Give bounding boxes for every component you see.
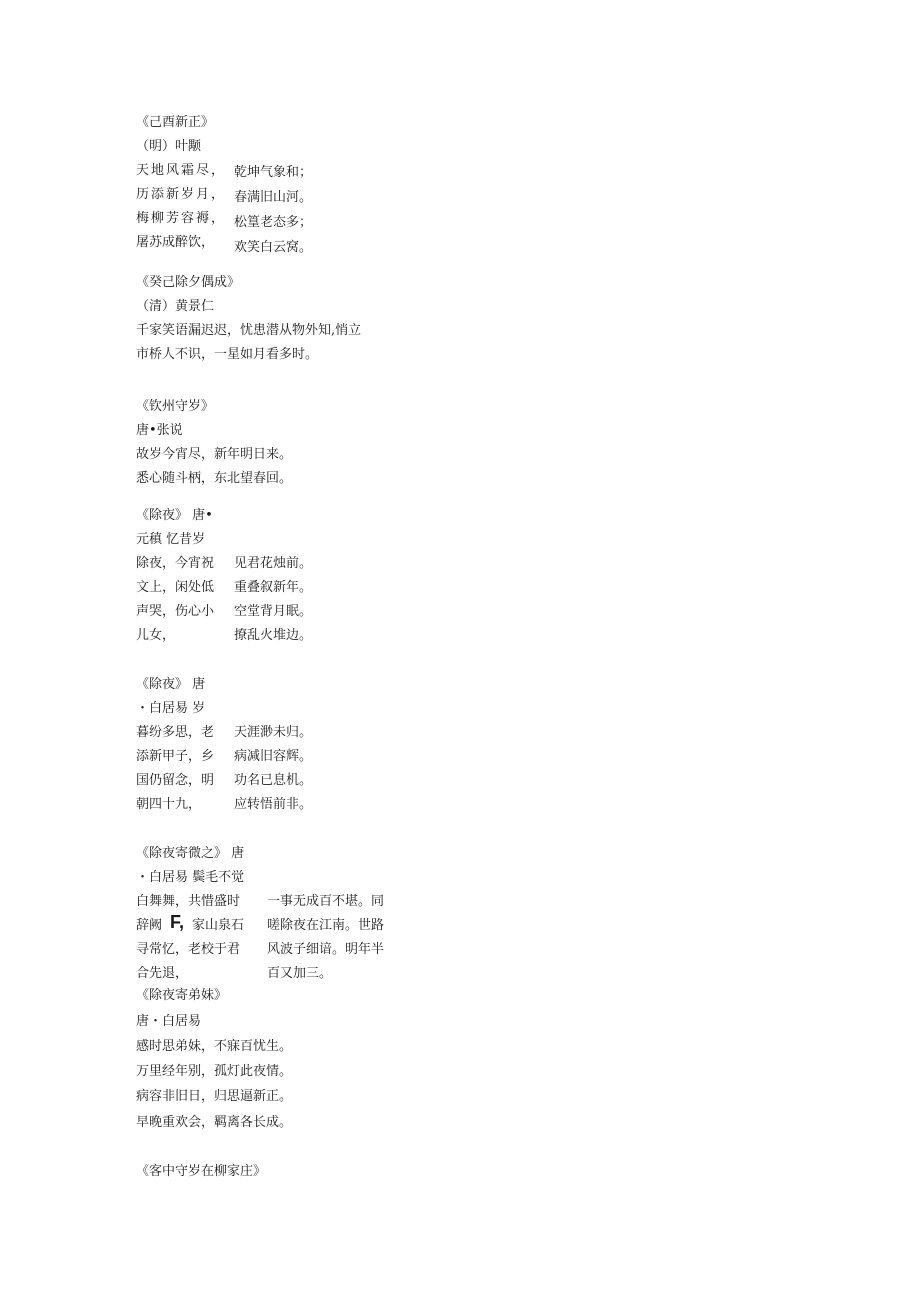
poem-author: 唐・白居易 [136,1014,202,1029]
poem-line: 白舞舞，共惜盛时 [136,894,241,909]
poem-line: 病减旧容辉。 [234,749,313,764]
poem-line: 应转悟前非。 [234,797,313,812]
poem-title: 《钦州守岁》 [136,399,215,414]
poem-line: 百又加三。 [267,966,333,981]
poem-line: 故岁今宵尽，新年明日来。 [136,447,293,462]
poem-author: （明）叶颙 [136,139,202,154]
poem-line: 嗟除夜在江南。世路 [267,918,385,933]
poem-title: 《客中守岁在柳家庄》 [136,1164,267,1179]
poem-line: 千家笑语漏迟迟，忧患潜从物外知,悄立 [136,323,362,338]
poem-line: 合先退， [136,966,189,981]
poem-line: 空堂背月眠。 [234,604,313,619]
poem-line: 感时思弟妹，不寐百忧生。 [136,1039,293,1054]
poem-author: 唐•张说 [136,423,183,438]
poem-line: 屠苏成醉饮， [136,235,215,250]
poem-line: 暮纷多思，老 [136,725,215,740]
poem-line: 市桥人不识，一星如月看多时。 [136,347,319,362]
poem-line: 松篁老态多； [234,215,313,230]
poem-title: 《癸己除夕偶成》 [136,275,241,290]
poem-line: 悉心随斗柄，东北望春回。 [136,471,293,486]
poem-title: 《除夜寄弟妹》 [136,988,228,1003]
poem-line: 万里经年别，孤灯此夜情。 [136,1064,293,1079]
poem-author: 元稹 忆昔岁 [136,532,206,547]
poem-line: 家山泉石 [192,918,245,933]
poem-line: 春满旧山河。 [234,190,313,205]
poem-line: 一事无成百不堪。同 [267,894,385,909]
poem-line: 辞阙 [136,918,163,933]
poem-line: 风波子细谙。明年半 [267,942,385,957]
poem-line: 儿女， [136,628,176,643]
poem-line: 文上，闲处低 [136,580,215,595]
poem-line: 声哭，伤心小 [136,604,215,619]
poem-title: 《除夜》 唐• [136,508,213,523]
poem-line: 早晚重欢会，羁离各长成。 [136,1115,293,1130]
poem-line: 寻常忆，老校于君 [136,942,241,957]
poem-line: 除夜，今宵祝 [136,556,215,571]
poem-line: 历添新岁月， [136,187,227,202]
poem-title: 《除夜》 唐 [136,677,206,692]
poem-line-mark: F, [170,912,185,932]
poem-title: 《除夜寄微之》 唐 [136,846,245,861]
poem-line: 病容非旧日，归思逼新正。 [136,1089,293,1104]
poem-line: 重叠叙新年。 [234,580,313,595]
poem-line: 天涯渺未归。 [234,725,313,740]
poem-line: 朝四十九， [136,797,202,812]
poem-line: 乾坤气象和； [234,165,313,180]
poem-line: 功名已息机。 [234,773,313,788]
poem-line: 欢笑白云窝。 [234,240,313,255]
poem-line: 梅柳芳容褥， [136,211,227,226]
poem-title: 《己酉新正》 [136,115,215,130]
poem-line: 国仍留念，明 [136,773,215,788]
poem-author: ・白居易 岁 [136,701,206,716]
poem-line: 撩乱火堆边。 [234,628,313,643]
poem-line: 天地风霜尽， [136,163,227,178]
poem-line: 见君花烛前。 [234,556,313,571]
poem-author: （清）黄景仁 [136,299,215,314]
poem-author: ・白居易 鬓毛不觉 [136,870,245,885]
poem-line: 添新甲子，乡 [136,749,215,764]
